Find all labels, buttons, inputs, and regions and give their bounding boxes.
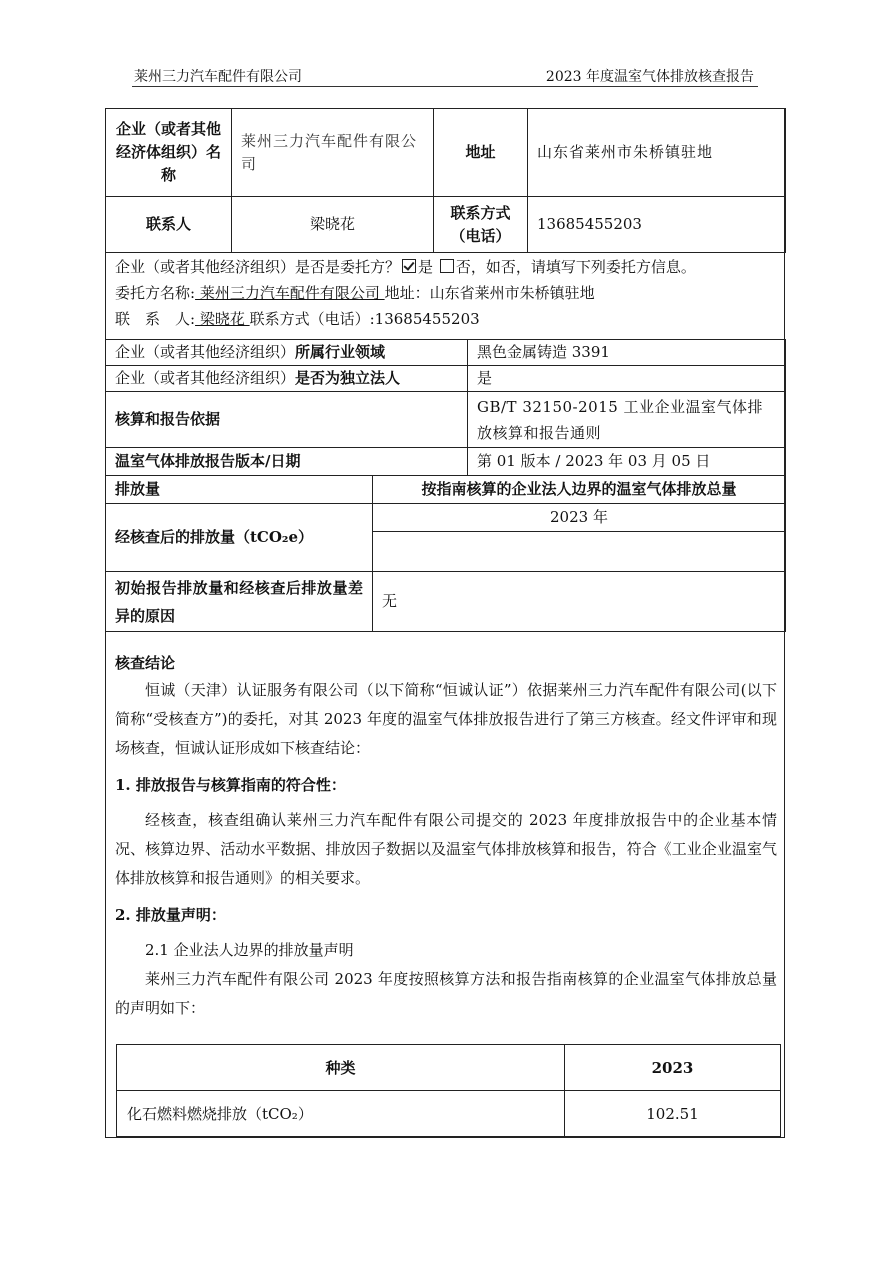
org-name: 莱州三力汽车配件有限公司 [232,109,434,197]
legal-label: 是否为独立法人 [295,369,401,387]
basis-label: 核算和报告依据 [106,392,468,448]
report-form [105,108,785,1138]
client-name-line [115,280,777,306]
industry-row-label [106,340,468,366]
emission-value: 102.51 [565,1091,781,1137]
industry-label: 所属行业领域 [295,343,386,361]
report-details-table [105,339,786,632]
client-address-label: 地址： [384,284,430,302]
emission-table [116,1044,781,1137]
header-rule [132,86,758,87]
client-address: 山东省莱州市朱桥镇驻地 [429,284,595,302]
client-phone: 13685455203 [374,310,480,328]
section-1-heading: 1. 排放报告与核算指南的符合性： [115,776,346,794]
table-row [117,1091,781,1137]
client-name-label: 委托方名称: [115,284,196,302]
contact: 梁晓花 [232,197,434,253]
address: 山东省莱州市朱桥镇驻地 [528,109,786,197]
industry-prefix: 企业（或者其他经济组织） [115,343,296,361]
legal-value: 是 [468,366,786,392]
difference-label: 初始报告排放量和经核查后排放量差异的原因 [106,572,373,632]
conclusion-paragraph-3: 莱州三力汽车配件有限公司 2023 年度按照核算方法和报告指南核算的企业温室气体排放总量的声明如下： [115,970,777,1017]
info-table [105,108,786,253]
subsection-2-1: 2.1 企业法人边界的排放量声明 [145,941,354,959]
legal-row-label [106,366,468,392]
checked-checkbox-icon[interactable] [402,259,416,273]
conclusion-title: 核查结论 [115,654,176,672]
basis-value: GB/T 32150-2015 工业企业温室气体排放核算和报告通则 [468,392,786,448]
client-question-text: 企业（或者其他经济组织）是否是委托方？ [115,258,401,276]
client-yes: 是 [418,258,434,276]
conclusion-paragraph-1: 恒诚（天津）认证服务有限公司（以下简称“恒诚认证”）依据莱州三力汽车配件有限公司(以下简称“受核查方”)的委托，对其 2023 年度的温室气体排放报告进行了第三方核查。经文件评审和现场核查，恒诚认证形成如下核查结论： [115,681,777,757]
emission-type: 化石燃料燃烧排放（tCO₂） [117,1091,565,1137]
client-phone-label: 联系方式（电话）: [249,310,375,328]
difference-value: 无 [373,572,786,632]
contact-label: 联系人 [106,197,232,253]
org-name-label: 企业（或者其他经济体组织）名称 [106,109,232,197]
emission-table-col-type: 种类 [117,1045,565,1091]
header-report-title: 2023 年度温室气体排放核查报告 [545,69,754,85]
emission-label: 排放量 [106,476,373,504]
phone-label: 联系方式（电话） [434,197,528,253]
industry-value: 黑色金属铸造 3391 [468,340,786,366]
verified-emission-label: 经核查后的排放量（tCO₂e） [106,504,373,572]
conclusion-paragraph-2: 经核查，核查组确认莱州三力汽车配件有限公司提交的 2023 年度排放报告中的企业基本情况、核算边界、活动水平数据、排放因子数据以及温室气体排放核算和报告，符合《工业企业温室气体排放核算和报告通则》的相关要求。 [115,811,777,887]
client-contact-line [115,306,777,332]
phone: 13685455203 [528,197,786,253]
address-label: 地址 [434,109,528,197]
emission-header: 按指南核算的企业法人边界的温室气体排放总量 [373,476,786,504]
emission-table-col-year: 2023 [565,1045,781,1091]
client-no: 否，如否，请填写下列委托方信息。 [455,258,696,276]
header-company: 莱州三力汽车配件有限公司 [134,69,302,85]
client-contact: 梁晓花 [195,310,250,328]
verified-year: 2023 年 [373,504,786,532]
verification-conclusion [106,650,786,1023]
client-info [106,254,786,332]
section-2-heading: 2. 排放量声明： [115,906,226,924]
verified-emission-value [373,532,786,572]
version-label: 温室气体排放报告版本/日期 [106,448,468,476]
client-name: 莱州三力汽车配件有限公司 [195,284,385,302]
client-question [115,254,777,280]
legal-prefix: 企业（或者其他经济组织） [115,369,296,387]
unchecked-checkbox-icon[interactable] [440,259,454,273]
client-contact-label: 联 系 人: [115,310,196,328]
version-value: 第 01 版本 / 2023 年 03 月 05 日 [468,448,786,476]
